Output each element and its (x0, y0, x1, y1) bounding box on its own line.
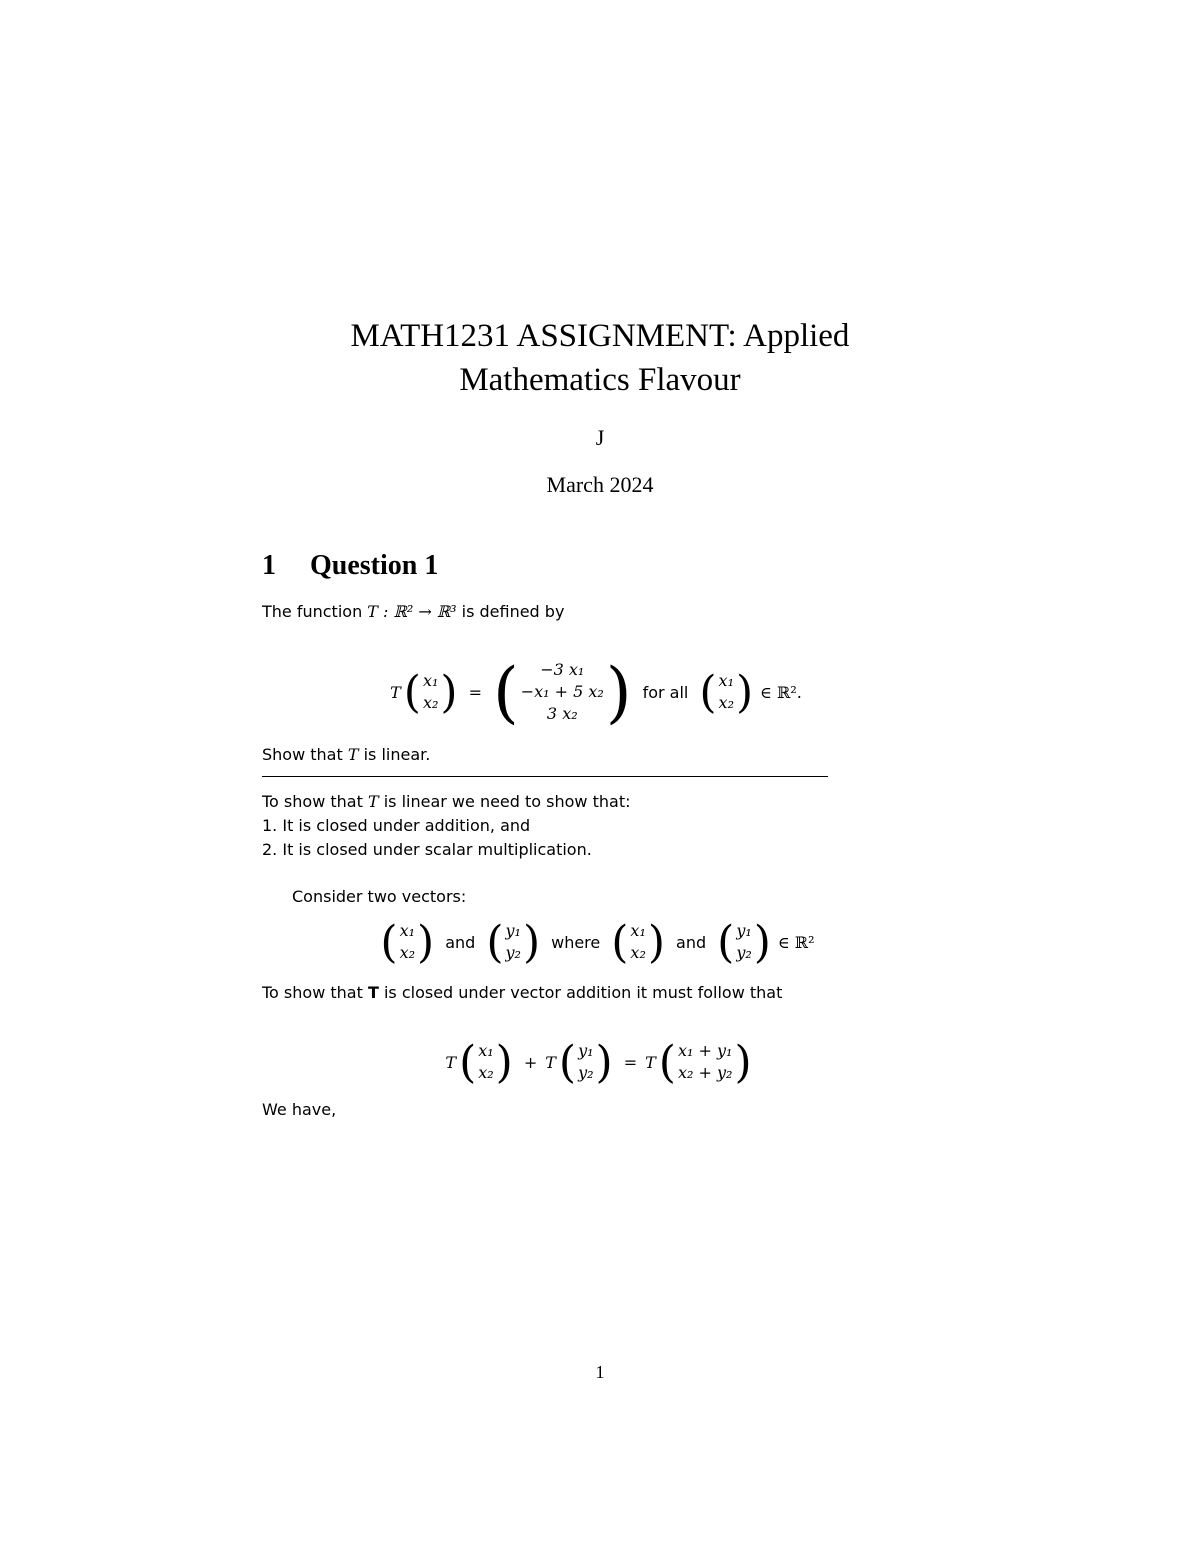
to-show-text-end: is linear we need to show that: (378, 792, 631, 811)
consider-line: Consider two vectors: (292, 887, 467, 906)
vector-x: ( x₁ x₂ ) (611, 916, 666, 968)
closed-text-end: is closed under vector addition it must follow that (378, 983, 783, 1002)
vector-x: ( x₁ x₂ ) (380, 916, 435, 968)
show-text-start: Show that (262, 745, 348, 764)
date: March 2024 (546, 472, 654, 497)
intro-paragraph (262, 600, 564, 624)
math-x2: x₂ (399, 943, 416, 962)
intro-text-end: is defined by (456, 602, 565, 621)
vector-sum: ( x₁ + y₁ x₂ + y₂ ) (658, 1036, 752, 1088)
addition-equation: T ( x₁ x₂ ) + T ( y₁ y₂ ) = T ( x₁ + y₁ x₂ + y₂ ) (445, 1036, 752, 1088)
math-y2: y₂ (505, 943, 521, 962)
show-text-end: is linear. (358, 745, 431, 764)
intro-text-start: The function (262, 602, 368, 621)
two-vectors-equation (0, 916, 1200, 968)
sum-row-2: x₂ + y₂ (677, 1063, 733, 1082)
math-y1: y₁ (505, 921, 521, 940)
image-row-2: −x₁ + 5 x₂ (520, 682, 604, 701)
closed-text-start: To show that (262, 983, 368, 1002)
math-y1: y₁ (578, 1041, 594, 1060)
list-item-1: 1. It is closed under addition, and (262, 816, 531, 835)
math-T: T (367, 792, 379, 811)
image-row-1: −3 x₁ (540, 660, 585, 679)
we-have-line: We have, (262, 1100, 337, 1119)
image-row-3: 3 x₂ (546, 704, 578, 723)
to-show-text-start: To show that (262, 792, 368, 811)
definition-equation: T ( x₁ x₂ ) = ( −3 x₁ −x₁ + 5 x₂ 3 x₂ ) for all ( x₁ x₂ ) ∈ ℝ². (390, 653, 802, 731)
math-x2: x₂ (718, 693, 734, 712)
in-r2: ∈ ℝ² (777, 932, 815, 952)
image-vector: ( −3 x₁ −x₁ + 5 x₂ 3 x₂ ) (492, 653, 632, 731)
vector-x-domain: ( x₁ x₂ ) (699, 666, 754, 718)
author: J (595, 425, 605, 450)
and-text: and (445, 932, 476, 952)
closed-under-addition-line (262, 981, 782, 1005)
math-y2: y₂ (578, 1063, 594, 1082)
vector-y: ( y₁ y₂ ) (558, 1036, 613, 1088)
math-x1: x₁ (718, 671, 734, 690)
and-text: and (676, 932, 707, 952)
document-title-line-1: MATH1231 ASSIGNMENT: Applied (350, 318, 850, 354)
math-x1: x₁ (630, 921, 646, 940)
math-x1: x₁ (422, 671, 439, 690)
math-y1: y₁ (736, 921, 752, 940)
sum-row-1: x₁ + y₁ (677, 1041, 733, 1060)
vector-x: ( x₁ x₂ ) (403, 666, 458, 718)
vector-y: ( y₁ y₂ ) (486, 916, 541, 968)
intro-map: T : ℝ² → ℝ³ (367, 602, 457, 621)
vector-x: ( x₁ x₂ ) (459, 1036, 513, 1088)
section-title: Question 1 (310, 550, 439, 581)
vector-y: ( y₁ y₂ ) (717, 916, 771, 968)
math-T: T (645, 1052, 656, 1072)
math-y2: y₂ (736, 943, 752, 962)
math-x1: x₁ (478, 1041, 494, 1060)
math-T: T (445, 1052, 457, 1072)
show-linear-paragraph (262, 743, 430, 767)
math-x2: x₂ (630, 943, 646, 962)
math-x1: x₁ (399, 921, 416, 940)
math-T: T (390, 682, 401, 702)
section-number: 1 (262, 550, 276, 581)
page-number: 1 (595, 1362, 605, 1382)
for-all-text: for all (642, 682, 689, 702)
in-r2-dot: ∈ ℝ². (760, 682, 802, 702)
math-x2: x₂ (478, 1063, 494, 1082)
math-x2: x₂ (422, 693, 439, 712)
math-T: T (545, 1052, 556, 1072)
horizontal-rule (262, 776, 828, 777)
math-T: T (347, 745, 359, 764)
section-heading (262, 550, 438, 582)
document-title-line-2: Mathematics Flavour (459, 362, 741, 398)
bold-T: T (367, 983, 379, 1002)
to-show-linear-line (262, 790, 630, 814)
list-item-2: 2. It is closed under scalar multiplication. (262, 840, 592, 859)
where-text: where (551, 932, 601, 952)
